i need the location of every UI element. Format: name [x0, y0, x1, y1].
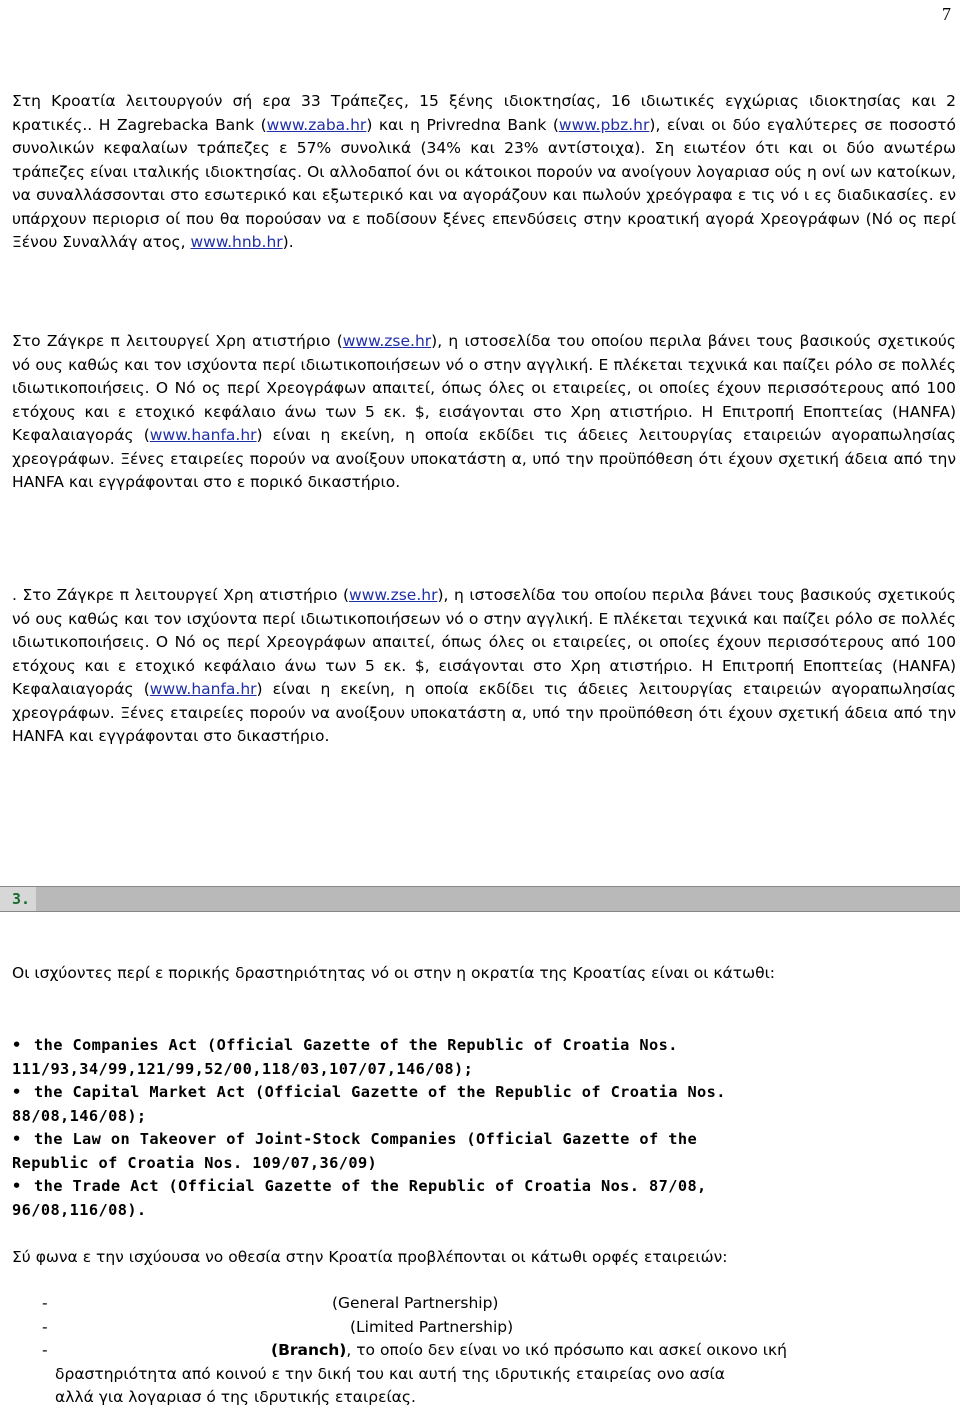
paragraph-text: ), είναι οι δύο εγαλύτερες σε ποσοστό συνολικών κεφαλαίων τράπεζες ε 57% συνολικά (34% και 23% αντίστοιχα). Ση ειωτέον ότι και οι δύο ανωτέρω τράπεζες είναι ιταλικής ιδιοκτησίας. Οι αλλοδαποί όνι οι κάτοικοι πορούν να ανοίγουν λογαριασ ούς η ονί ων κατοίκων, να συναλλάσσονται στο εσωτερικό και εξωτερικό και να αγοράζουν και πωλούν χρεόγραφα ε τις νό ι ες διαδικασίες. εν υπάρχουν περιορισ οί που θα πορούσαν να ε ποδίσουν ξένες επενδύσεις στην κροατική αγορά Χρεογράφων (Νό ος περί Ξένου Συναλλάγ ατος, [12, 115, 956, 251]
paragraph-text: ) είναι η εκείνη, η οποία εκδίδει τις άδειες λειτουργίας εταιρειών αγοραπωλησίας χρεογράφων. Ξένες εταιρείες πορούν να ανοίξουν υποκατάστη α, υπό την προϋπόθεση ότι έχουν σχετική άδεια από την HANFA και εγγράφονται στο δικαστήριο. [12, 680, 956, 745]
branch-label: (Branch) [271, 1341, 347, 1359]
paragraph-text: . Στο Ζάγκρε π λειτουργεί Χρη ατιστήριο ( [12, 586, 350, 604]
dash: - [42, 1317, 48, 1336]
act-numbers: 88/08,146/08); [12, 1106, 147, 1125]
paragraph-stock-exchange-repeat [12, 584, 956, 749]
paragraph-text: Στη Κροατία λειτουργούν σή ερα 33 Τράπεζες, 15 ξένης ιδιοκτησίας, 16 ιδιωτικές εγχώριας ιδιοκτησίας και 2 κρατικές.. Η Zagrebacka Bank ( [12, 92, 956, 134]
page-number: 7 [942, 4, 951, 24]
branch-continuation-line: αλλά για λογαριασ ό της ιδρυτικής εταιρείας. [55, 1388, 416, 1406]
bullet: • [12, 1083, 22, 1101]
branch-text: , το οποίο δεν είναι νο ικό πρόσωπο και ασκεί οικονο ική [346, 1341, 787, 1359]
paragraph-text: ), η ιστοσελίδα του οποίου περιλα βάνει τους βασικούς σχετικούς νό ους καθώς και τον ισχύοντα περί ιδιωτικοποιήσεων νό ο στην αγγλική. Ε πλέκεται τεχνικά και παίζει ρόλο σε πολλές ιδιωτικοποιήσεις. Ο Νό ος περί Χρεογράφων απαιτεί, όπως όλες οι εταιρείες, οι οποίες έχουν περισσότερους από 100 ετόχους και ε ετοχικό κεφάλαιο άνω των 5 εκ. $, εισάγονται στο Χρη ατιστήριο. Η Επιτροπή Εποπτείας (HANFA) Κεφαλαιαγοράς ( [12, 332, 957, 444]
paragraph-commercial-law-intro: Οι ισχύοντες περί ε πορικής δραστηριότητας νό οι στην η οκρατία της Κροατίας είναι οι κάτωθι: [12, 964, 776, 982]
form-general-partnership: (General Partnership) [332, 1294, 499, 1312]
acts-list [12, 1034, 956, 1222]
list-item [12, 1292, 956, 1316]
act-numbers: 96/08,116/08). [12, 1200, 147, 1219]
section-header-fill [36, 887, 960, 911]
bullet: • [12, 1036, 22, 1054]
list-item [12, 1081, 956, 1105]
form-limited-partnership: (Limited Partnership) [350, 1317, 514, 1336]
act-numbers: Republic of Croatia Nos. 109/07,36/09) [12, 1153, 378, 1172]
paragraph-text: ) και η Privrednα Bank ( [366, 115, 559, 134]
act-title: the Trade Act (Official Gazette of the Republic of Croatia Nos. 87/08, [34, 1177, 707, 1195]
section-header-bar [0, 886, 960, 912]
list-item [12, 1316, 956, 1340]
branch-continuation-line: δραστηριότητα από κοινού ε την δική του και αυτή της ιδρυτικής εταιρείας ονο ασία [55, 1364, 725, 1383]
paragraph-stock-exchange [12, 330, 956, 495]
branch-continuation [55, 1363, 956, 1410]
link-zaba[interactable]: www.zaba.hr [266, 115, 367, 134]
dash: - [42, 1341, 48, 1359]
bullet: • [12, 1130, 22, 1148]
link-hnb[interactable]: www.hnb.hr [190, 233, 283, 251]
paragraph-text: ) είναι η εκείνη, η οποία εκδίδει τις άδειες λειτουργίας εταιρειών αγοραπωλησίας χρεογράφων. Ξένες εταιρείες πορούν να ανοίξουν υποκατάστη α, υπό την προϋπόθεση ότι έχουν σχετική άδεια από την HANFA και εγγράφονται στο ε πορικό δικαστήριο. [12, 426, 956, 491]
link-zse[interactable]: www.zse.hr [349, 586, 438, 604]
paragraph-text: Στο Ζάγκρε π λειτουργεί Χρη ατιστήριο ( [12, 332, 343, 350]
paragraph-company-forms-intro: Σύ φωνα ε την ισχύουσα νο οθεσία στην Κροατία προβλέπονται οι κάτωθι ορφές εταιρειών: [12, 1248, 728, 1266]
list-item [12, 1034, 956, 1058]
form-branch [271, 1339, 956, 1363]
link-hanfa[interactable]: www.hanfa.hr [149, 680, 257, 698]
act-numbers: 111/93,34/99,121/99,52/00,118/03,107/07,146/08); [12, 1059, 474, 1078]
act-title: the Capital Market Act (Official Gazette of the Republic of Croatia Nos. [34, 1083, 726, 1101]
act-title: the Companies Act (Official Gazette of the Republic of Croatia Nos. [34, 1036, 678, 1054]
link-hanfa[interactable]: www.hanfa.hr [149, 426, 257, 444]
dash: - [42, 1294, 48, 1312]
link-pbz[interactable]: www.pbz.hr [558, 115, 650, 134]
list-item [12, 1128, 956, 1152]
paragraph-text: ). [282, 233, 294, 251]
section-number: 3. [0, 887, 36, 911]
act-title: the Law on Takeover of Joint-Stock Companies (Official Gazette of the [34, 1130, 698, 1148]
paragraph-text: ), η ιστοσελίδα του οποίου περιλα βάνει τους βασικούς σχετικούς νό ους καθώς και τον ισχύοντα περί ιδιωτικοποιήσεων νό ο στην αγγλική. Ε πλέκεται τεχνικά και παίζει ρόλο σε πολλές ιδιωτικοποιήσεις. Ο Νό ος περί Χρεογράφων απαιτεί, όπως όλες οι εταιρείες, οι οποίες έχουν περισσότερους από 100 ετόχους και ε ετοχικό κεφάλαιο άνω των 5 εκ. $, εισάγονται στο Χρη ατιστήριο. Η Επιτροπή Εποπτείας (HANFA) Κεφαλαιαγοράς ( [12, 586, 956, 698]
list-item [12, 1175, 956, 1199]
list-item [12, 1339, 956, 1363]
company-forms-list [12, 1292, 956, 1410]
paragraph-banks [12, 90, 956, 255]
bullet: • [12, 1177, 22, 1195]
link-zse[interactable]: www.zse.hr [342, 332, 432, 350]
